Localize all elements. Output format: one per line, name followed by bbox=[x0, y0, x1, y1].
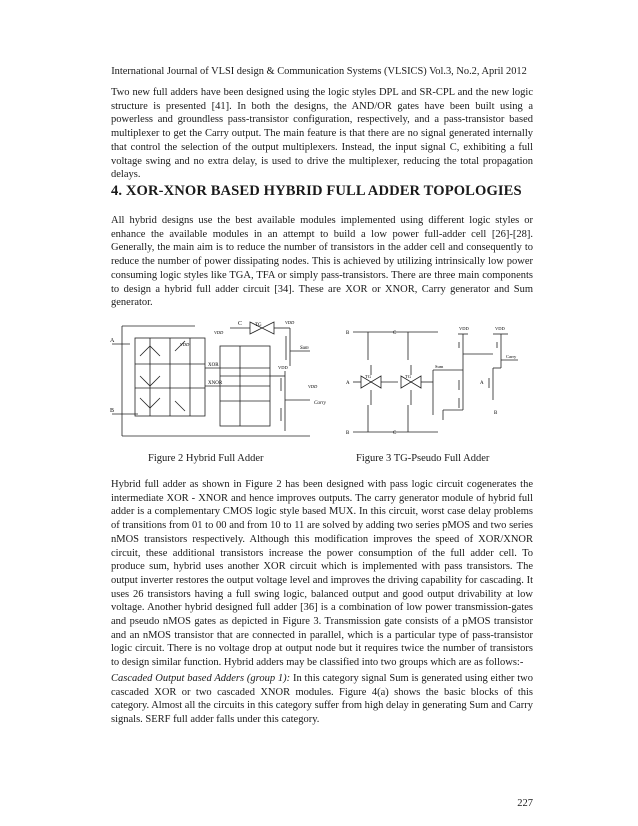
figure-2-caption: Figure 2 Hybrid Full Adder bbox=[148, 453, 264, 464]
intro-paragraph: Two new full adders have been designed using the logic styles DPL and SR-CPL and the new logic structure is presented [41]. In both the designs, the AND/OR gates have been built using a powerless and groundless pass-transistor configuration, respectively, and a pass-transistor based multiplexer to get the Carry output. The main feature is that there are no signal generated internally that control the selection of the output multiplexers. Instead, the input signal C, exhibiting a full voltage swing and no extra delay, is used to drive the multiplexer, reducing the total propagation delays. bbox=[111, 87, 533, 181]
fig3-label-carry: Carry bbox=[506, 354, 517, 359]
figure-3-tg-pseudo-full-adder-diagram bbox=[343, 320, 523, 442]
cascaded-paragraph bbox=[111, 672, 533, 727]
fig2-label-vdd-left: VDD bbox=[214, 330, 224, 335]
fig3-label-a: A bbox=[346, 381, 350, 386]
fig2-label-sum: Sum bbox=[300, 346, 309, 351]
fig3-label-tg2: TG bbox=[405, 374, 411, 379]
fig2-label-carry: Carry bbox=[314, 401, 326, 406]
fig3-label-c: C bbox=[393, 331, 397, 336]
fig2-label-vdd-mid: VDD bbox=[180, 342, 190, 347]
figure-2-hybrid-full-adder-diagram bbox=[110, 316, 338, 442]
running-header: International Journal of VLSI design & Communication Systems (VLSICS) Vol.3, No.2, April 2012 bbox=[111, 66, 527, 77]
fig3-label-sum: Sum bbox=[435, 364, 444, 369]
hybrid-discussion-paragraph: Hybrid full adder as shown in Figure 2 has been designed with pass logic circuit cogenerates the intermediate XOR - XNOR and hence improves outputs. The carry generator module of hybrid full adder is a complementary CMOS logic style based MUX. In this circuit, worst case delay problems of transitions from 01 to 00 and from 10 to 11 are solved by adding two series pMOS and two series nMOS transistors respectively. Although this modification improves the speed of XOR/XNOR circuit, these additional transistors increase the power consumption of the full adder cell. To produce sum, hybrid uses another XOR circuit which is implemented with pass transistors. The output inverter restores the output voltage level and improves the driving capability for cascading. It uses 26 transistors having a full swing logic, balanced output and good output drivability at low voltage. Another hybrid designed full adder [36] is a combination of low power transmission-gates and pseudo nMOS gates as depicted in Figure 3. Transmission gate consists of a pMOS transistor and an nMOS transistor that are connected in parallel, which is a particular type of pass-transistor logic circuit. There is no voltage drop at output node but it requires twice the number of transistors to design similar function. Hybrid adders may be classified into two groups which are as follows:- bbox=[111, 479, 533, 669]
fig2-label-vdd-carry: VDD bbox=[308, 384, 318, 389]
fig3-label-a-right: A bbox=[480, 381, 484, 386]
fig2-label-a: A bbox=[110, 338, 115, 344]
cascaded-body: In this category signal Sum is generated using either two cascaded XOR or two cascaded XNOR modules. Figure 4(a) shows the basic blocks of this category. Almost all the circuits in this category suffer from high delay in generating Sum and Carry signals. SERF full adder falls under this category. bbox=[111, 673, 533, 726]
section-intro-paragraph: All hybrid designs use the best available modules implemented using different logic styles or enhance the available modules in an attempt to build a low power full-adder cell [26]-[28]. Generally, the main aim is to reduce the number of transistors in the adder cell and consequently to reduce the number of power dissipating nodes. This is achieved by utilizing intrinsically low power consuming logic styles like TGA, TFA or simply pass-transistors. There are three main components to design a hybrid full adder circuit [34]. These are XOR or XNOR, Carry generator and Sum generator. bbox=[111, 215, 533, 309]
fig3-label-b-bar: B bbox=[346, 431, 350, 436]
figure-3-caption: Figure 3 TG-Pseudo Full Adder bbox=[356, 453, 490, 464]
fig2-label-tg: TG bbox=[255, 323, 262, 328]
fig2-label-xor: XOR bbox=[208, 363, 219, 368]
cascaded-title: Cascaded Output based Adders (group 1): bbox=[111, 673, 291, 684]
fig2-label-vdd-top: VDD bbox=[285, 320, 295, 325]
fig2-label-xnor: XNOR bbox=[208, 381, 223, 386]
fig3-label-b-right: B bbox=[494, 411, 498, 416]
fig2-label-vdd-right: VDD bbox=[278, 365, 288, 370]
fig2-label-c: C bbox=[238, 321, 243, 327]
fig3-label-vdd1: VDD bbox=[459, 326, 469, 331]
fig2-label-b: B bbox=[110, 408, 115, 414]
fig3-label-c-bar: C bbox=[393, 431, 397, 436]
fig3-label-b: B bbox=[346, 331, 350, 336]
section-heading: 4. XOR-XNOR BASED HYBRID FULL ADDER TOPOLOGIES bbox=[111, 183, 522, 199]
page-number: 227 bbox=[517, 798, 533, 809]
fig3-label-vdd2: VDD bbox=[495, 326, 505, 331]
fig3-label-tg1: TG bbox=[365, 374, 371, 379]
